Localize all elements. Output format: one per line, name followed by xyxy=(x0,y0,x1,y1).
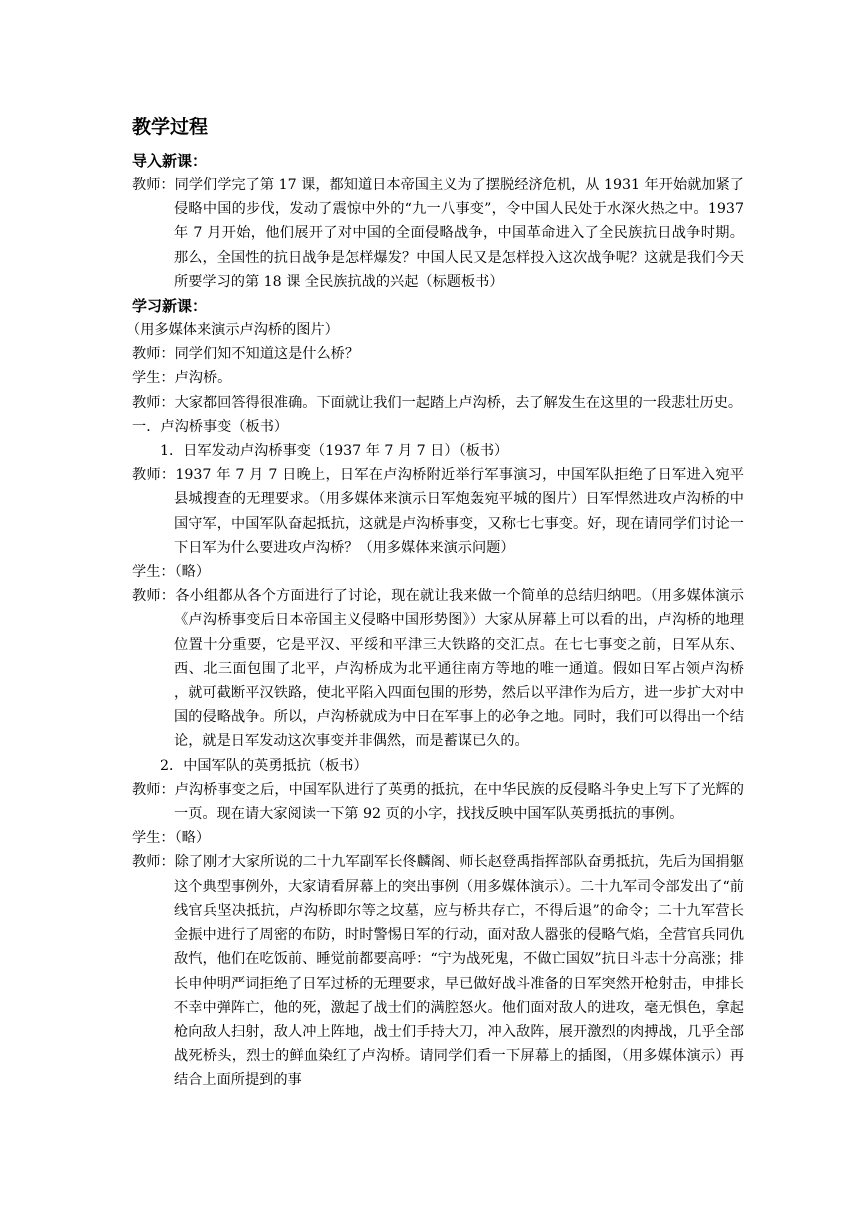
dialogue-text: （略） xyxy=(174,830,211,847)
dialogue-line xyxy=(132,366,744,390)
speaker-label: 教师： xyxy=(132,177,175,193)
dialogue-text: 同学们知不知道这是什么桥？ xyxy=(174,346,360,363)
dialogue-text: 除了刚才大家所说的二十九军副军长佟麟阁、师长赵登禹指挥部队奋勇抵抗，先后为国捐躯这个典型事例外，大家请看屏幕上的突出事例（用多媒体演示）。二十九军司令部发出了“前线官兵坚决抵抗，卢沟桥即尔等之坟墓，应与桥共存亡，不得后退”的命令；二十九军营长金振中进行了周密的布防，时时警惕日军的行动，面对敌人嚣张的侵略气焰，全营官兵同仇敌忾，他们在吃饭前、睡觉前都要高呼：“宁为战死鬼，不做亡国奴”抗日斗志十分高涨；排长申仲明严词拒绝了日军过桥的无理要求，早已做好战斗准备的日军突然开枪射击，申排长不幸中弹阵亡，他的死，激起了战士们的满腔怒火。他们面对敌人的进攻，毫无惧色，拿起枪向敌人扫射，敌人冲上阵地，战士们手持大刀，冲入敌阵，展开激烈的肉搏战，几乎全部战死桥头，烈士的鲜血染红了卢沟桥。请同学们看一下屏幕上的插图，（用多媒体演示）再结合上面所提到的事 xyxy=(174,854,744,1089)
speaker-label: 教师： xyxy=(132,467,176,484)
dialogue-line xyxy=(132,778,744,826)
dialogue-text: 各小组都从各个方面进行了讨论，现在就让我来做一个简单的总结归纳吧。（用多媒体演示《卢沟桥事变后日本帝国主义侵略中国形势图》）大家从屏幕上可以看的出，卢沟桥的地理位置十分重要，它是平汉、平绥和平津三大铁路的交汇点。在七七事变之前，日军从东、西、北三面包围了北平，卢沟桥成为北平通往南方等地的唯一通道。假如日军占领卢沟桥 ，就可截断平汉铁路，使北平陷入四面包围的形势，然后以平津作为后方，进一步扩大对中国的侵略战争。所以，卢沟桥就成为中日在军事上的必争之地。同时，我们可以得出一个结论，就是日军发动这次事变并非偶然，而是蓄谋已久的。 xyxy=(174,588,744,750)
page-title: 教学过程 xyxy=(132,116,209,138)
dialogue-line xyxy=(132,560,744,584)
speaker-label: 教师： xyxy=(132,854,175,871)
dialogue-line xyxy=(132,463,744,560)
speaker-label: 教师： xyxy=(132,394,175,411)
dialogue-line xyxy=(132,584,744,753)
paragraph-text: 同学们学完了第 17 课，都知道日本帝国主义为了摆脱经济危机，从 1931 年开始就加紧了侵略中国的步伐，发动了震惊中外的“九一八事变”，令中国人民处于水深火热之中。1937 年 7 月开始，他们展开了对中国的全面侵略战争，中国革命进入了全民族抗日战争时期。那么，全国性的抗日战争是怎样爆发？中国人民又是怎样投入这次战争呢？这就是我们今天所要学习的第 18 课 全民族抗战的兴起（标题板书） xyxy=(174,177,744,290)
subsection-heading: 2．中国军队的英勇抵抗（板书） xyxy=(160,757,368,774)
heading-new-lesson: 学习新课： xyxy=(132,297,208,316)
section-heading: 一．卢沟桥事变（板书） xyxy=(132,418,289,435)
dialogue-text: 1937 年 7 月 7 日晚上，日军在卢沟桥附近举行军事演习，中国军队拒绝了日军进入宛平县城搜查的无理要求。（用多媒体来演示日军炮轰宛平城的图片）日军悍然进攻卢沟桥的中国守军，中国军队奋起抵抗，这就是卢沟桥事变，又称七七事变。好，现在请同学们讨论一下日军为什么要进攻卢沟桥？（用多媒体来演示问题） xyxy=(174,467,744,556)
stage-note: （用多媒体来演示卢沟桥的图片） xyxy=(126,322,339,339)
dialogue-text: 大家都回答得很准确。下面就让我们一起踏上卢沟桥，去了解发生在这里的一段悲壮历史。 xyxy=(174,394,743,411)
subsection-heading: 1．日军发动卢沟桥事变（1937 年 7 月 7 日）（板书） xyxy=(160,443,509,460)
dialogue-line xyxy=(132,826,744,850)
document-body xyxy=(126,113,744,1093)
dialogue-line xyxy=(132,342,744,366)
dialogue-line xyxy=(132,391,744,415)
speaker-label: 教师： xyxy=(132,588,176,605)
speaker-label: 学生： xyxy=(132,564,175,581)
dialogue-line xyxy=(132,850,744,1092)
dialogue-text: 卢沟桥事变之后，中国军队进行了英勇的抵抗，在中华民族的反侵略斗争史上写下了光辉的一页。现在请大家阅读一下第 92 页的小字，找找反映中国军队英勇抵抗的事例。 xyxy=(174,781,744,823)
dialogue-text: 卢沟桥。 xyxy=(174,370,232,387)
heading-intro: 导入新课： xyxy=(132,152,208,170)
speaker-label: 学生： xyxy=(132,830,175,847)
paragraph-intro xyxy=(132,173,744,294)
speaker-label: 学生： xyxy=(132,370,175,387)
speaker-label: 教师： xyxy=(132,781,175,798)
speaker-label: 教师： xyxy=(132,346,175,363)
dialogue-text: （略） xyxy=(174,564,211,581)
